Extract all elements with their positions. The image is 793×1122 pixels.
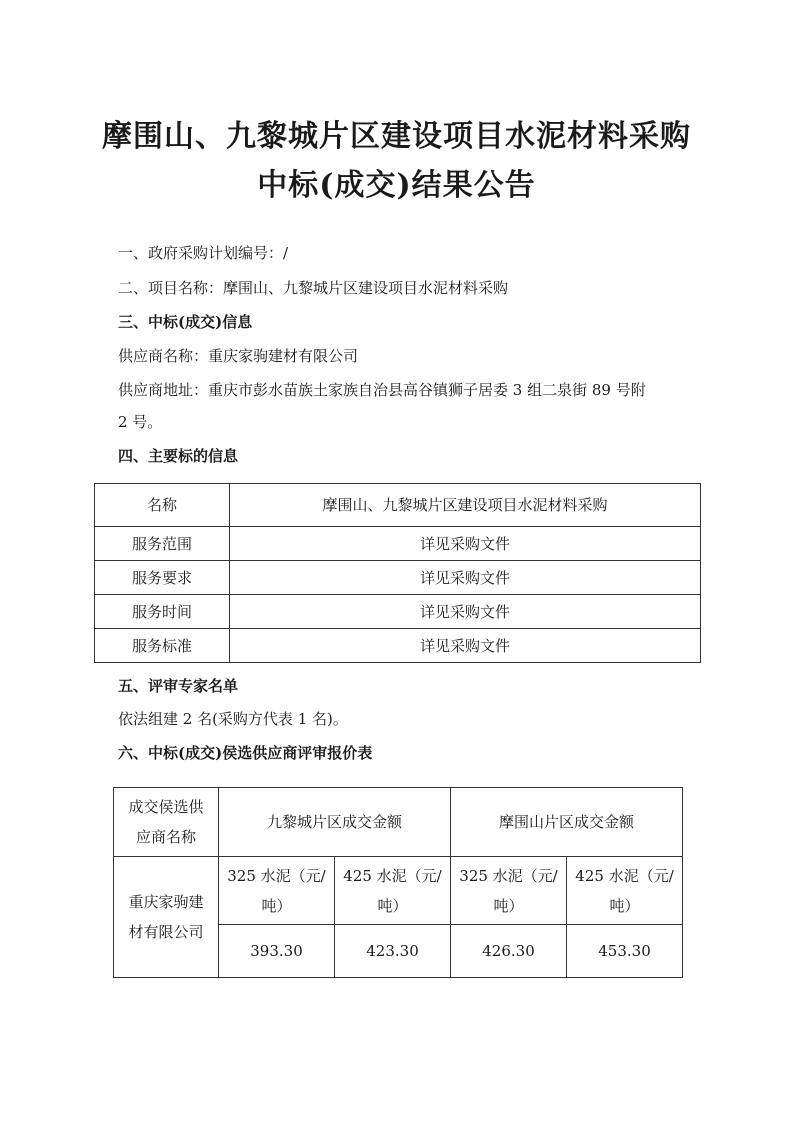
table-cell-text: 425 水泥（元/ bbox=[343, 866, 442, 885]
price-value-cell: 426.30 bbox=[451, 925, 567, 978]
document-title-line-1: 摩围山、九黎城片区建设项目水泥材料采购 bbox=[102, 119, 691, 154]
table-cell-text: 应商名称 bbox=[135, 828, 196, 846]
table-cell: 服务时间 bbox=[95, 595, 230, 629]
group-header-cell: 九黎城片区成交金额 bbox=[219, 788, 451, 857]
table-cell-text: 425 水泥（元/ bbox=[575, 866, 674, 885]
table-cell: 详见采购文件 bbox=[230, 527, 701, 561]
column-header-cell bbox=[567, 857, 683, 925]
table-cell-text: 材有限公司 bbox=[128, 923, 204, 941]
table-cell-text: 吨） bbox=[609, 896, 640, 915]
column-header-cell bbox=[335, 857, 451, 925]
table-cell-text: 成交侯选供 bbox=[128, 798, 204, 816]
table-row bbox=[114, 788, 683, 857]
table-cell: 名称 bbox=[95, 484, 230, 527]
table-cell-text: 325 水泥（元/ bbox=[459, 866, 558, 885]
table-row bbox=[95, 629, 701, 663]
table-row bbox=[95, 484, 701, 527]
supplier-address-line-2: 2 号。 bbox=[118, 413, 163, 431]
supplier-name-line: 供应商名称：重庆家驹建材有限公司 bbox=[118, 347, 359, 365]
main-targets-table bbox=[94, 483, 701, 663]
table-row bbox=[114, 857, 683, 925]
section-price-table: 六、中标(成交)侯选供应商评审报价表 bbox=[118, 744, 373, 762]
section-expert-list: 五、评审专家名单 bbox=[118, 677, 239, 695]
table-row bbox=[95, 561, 701, 595]
table-row bbox=[95, 527, 701, 561]
table-cell-text: 重庆家驹建 bbox=[128, 893, 204, 911]
plan-number-line: 一、政府采购计划编号：/ bbox=[118, 244, 289, 262]
supplier-address-line-1: 供应商地址：重庆市彭水苗族土家族自治县高谷镇狮子居委 3 组二泉街 89 号附 bbox=[118, 381, 646, 399]
table-cell: 详见采购文件 bbox=[230, 595, 701, 629]
table-row bbox=[95, 595, 701, 629]
section-main-targets: 四、主要标的信息 bbox=[118, 447, 239, 465]
section-award-info: 三、中标(成交)信息 bbox=[118, 313, 253, 331]
table-cell: 详见采购文件 bbox=[230, 561, 701, 595]
expert-list-text: 依法组建 2 名(采购方代表 1 名)。 bbox=[118, 710, 348, 728]
project-name-line: 二、项目名称：摩围山、九黎城片区建设项目水泥材料采购 bbox=[118, 279, 509, 297]
table-cell-text: 吨） bbox=[377, 896, 408, 915]
price-value-cell: 453.30 bbox=[567, 925, 683, 978]
table-cell: 服务范围 bbox=[95, 527, 230, 561]
group-header-cell: 摩围山片区成交金额 bbox=[451, 788, 683, 857]
table-cell-text: 吨） bbox=[493, 896, 524, 915]
table-cell-text: 吨） bbox=[261, 896, 292, 915]
supplier-name-cell bbox=[114, 857, 219, 978]
price-value-cell: 423.30 bbox=[335, 925, 451, 978]
table-cell-text: 325 水泥（元/ bbox=[227, 866, 326, 885]
price-value-cell: 393.30 bbox=[219, 925, 335, 978]
table-cell: 服务要求 bbox=[95, 561, 230, 595]
table-cell: 服务标准 bbox=[95, 629, 230, 663]
column-header-cell bbox=[451, 857, 567, 925]
column-header-cell bbox=[219, 857, 335, 925]
price-evaluation-table bbox=[113, 787, 683, 978]
table-cell: 摩围山、九黎城片区建设项目水泥材料采购 bbox=[230, 484, 701, 527]
document-title-line-2: 中标(成交)结果公告 bbox=[257, 168, 536, 203]
table-cell: 详见采购文件 bbox=[230, 629, 701, 663]
supplier-header-cell bbox=[114, 788, 219, 857]
